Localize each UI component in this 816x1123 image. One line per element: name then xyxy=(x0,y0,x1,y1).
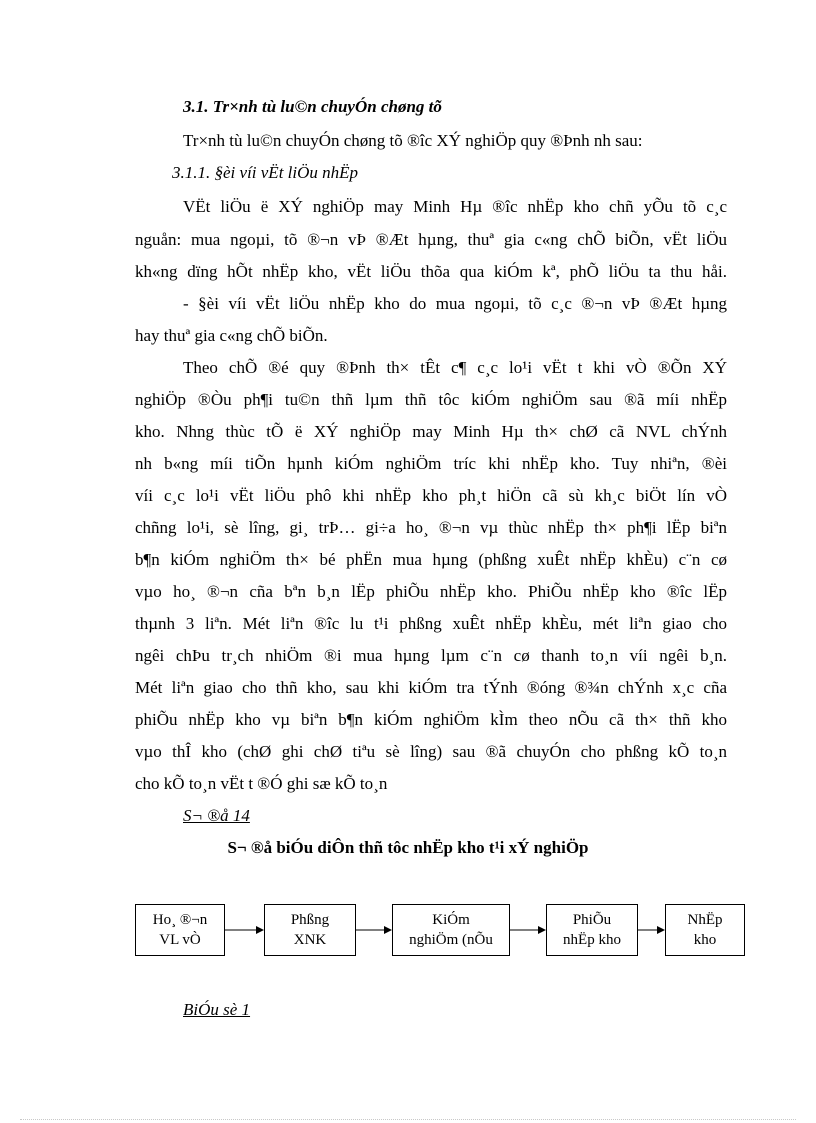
paragraph-line: hay thuª gia c«ng chÕ biÕn. xyxy=(135,326,328,345)
paragraph-line: kho. Nhng thùc tÕ ë XÝ nghiÖp may Minh Hµ th× chØ cã NVL chÝnh xyxy=(135,422,727,441)
paragraph-line: nh b«ng míi tiÕn hµnh kiÓm nghiÖm tríc khi nhËp kho. Tuy nhiªn, ®èi xyxy=(135,454,727,473)
paragraph-line: Theo chÕ ®é quy ®Þnh th× tÊt c¶ c¸c lo¹i vËt t khi vÒ ®Õn XÝ xyxy=(183,358,727,377)
paragraph-line: víi c¸c lo¹i vËt liÖu phô khi nhËp kho ph¸t hiÖn cã sù kh¸c biÖt lín vÒ xyxy=(135,486,727,505)
paragraph-line: ngêi chÞu tr¸ch nhiÖm ®i mua hµng lµm c¨n cø thanh to¸n víi ngêi b¸n. xyxy=(135,646,727,665)
paragraph-line: vµo thÎ kho (chØ ghi chØ tiªu sè lîng) sau ®ã chuyÓn cho phßng kÕ to¸n xyxy=(135,742,727,761)
paragraph-line: nguån: mua ngoµi, tõ ®¬n vÞ ®Æt hµng, thuª gia c«ng chÕ biÕn, vËt liÖu xyxy=(135,230,727,249)
paragraph-line: cho kÕ to¸n vËt t ®Ó ghi sæ kÕ to¸n xyxy=(135,774,388,793)
diagram-title: S¬ ®å biÓu diÔn thñ tôc nhËp kho t¹i xÝ nghiÖp xyxy=(227,838,589,857)
paragraph-line: - §èi víi vËt liÖu nhËp kho do mua ngoµi, tõ c¸c ®¬n vÞ ®Æt hµng xyxy=(183,294,727,313)
paragraph-line: vµo ho¸ ®¬n cña bªn b¸n lËp phiÕu nhËp kho. PhiÕu nhËp kho ®îc lËp xyxy=(135,582,727,601)
section-heading: 3.1. Tr×nh tù lu©n chuyÓn chøng tõ xyxy=(183,97,442,116)
paragraph-line: nghiÖp ®Òu ph¶i tu©n thñ lµm thñ tôc kiÓm nghiÖm sau ®ã míi nhËp xyxy=(135,390,727,409)
flow-box-warehouse: NhËp kho xyxy=(665,904,745,956)
diagram-label: S¬ ®å 14 xyxy=(183,806,250,825)
flow-box-receipt: PhiÕu nhËp kho xyxy=(546,904,638,956)
flow-box-inspection: KiÓm nghiÖm (nÕu xyxy=(392,904,510,956)
subsection-heading: 3.1.1. §èi víi vËt liÖu nhËp xyxy=(172,163,359,182)
paragraph-line: Mét liªn giao cho thñ kho, sau khi kiÓm tra tÝnh ®óng ®¾n chÝnh x¸c cña xyxy=(135,678,727,697)
flow-box-department: Phßng XNK xyxy=(264,904,356,956)
table-label: BiÓu sè 1 xyxy=(183,1000,251,1019)
paragraph-line: b¶n kiÓm nghiÖm th× bé phËn mua hµng (phßng xuÊt nhËp khÈu) c¨n cø xyxy=(135,550,727,569)
paragraph-line: chñng lo¹i, sè lîng, gi¸ trÞ… gi÷a ho¸ ®¬n vµ thùc nhËp th× ph¶i lËp biªn xyxy=(135,518,727,537)
paragraph-line: thµnh 3 liªn. Mét liªn ®îc lu t¹i phßng xuÊt nhËp khÈu, mét liªn giao cho xyxy=(135,614,727,633)
paragraph-line: phiÕu nhËp kho vµ biªn b¶n kiÓm nghiÖm kÌm theo nÕu cã th× thñ kho xyxy=(135,710,727,729)
flow-box-invoice: Ho¸ ®¬n VL vÒ xyxy=(135,904,225,956)
paragraph-line: kh«ng dïng hÕt nhËp kho, vËt liÖu thõa qua kiÓm kª, phÕ liÖu ta thu håi. xyxy=(135,262,727,281)
paragraph-line: VËt liÖu ë XÝ nghiÖp may Minh Hµ ®îc nhËp kho chñ yÕu tõ c¸c xyxy=(183,197,727,216)
section-intro: Tr×nh tù lu©n chuyÓn chøng tõ ®îc XÝ nghiÖp quy ®Þnh nh sau: xyxy=(183,131,643,150)
page-bottom-rule xyxy=(20,1119,796,1120)
